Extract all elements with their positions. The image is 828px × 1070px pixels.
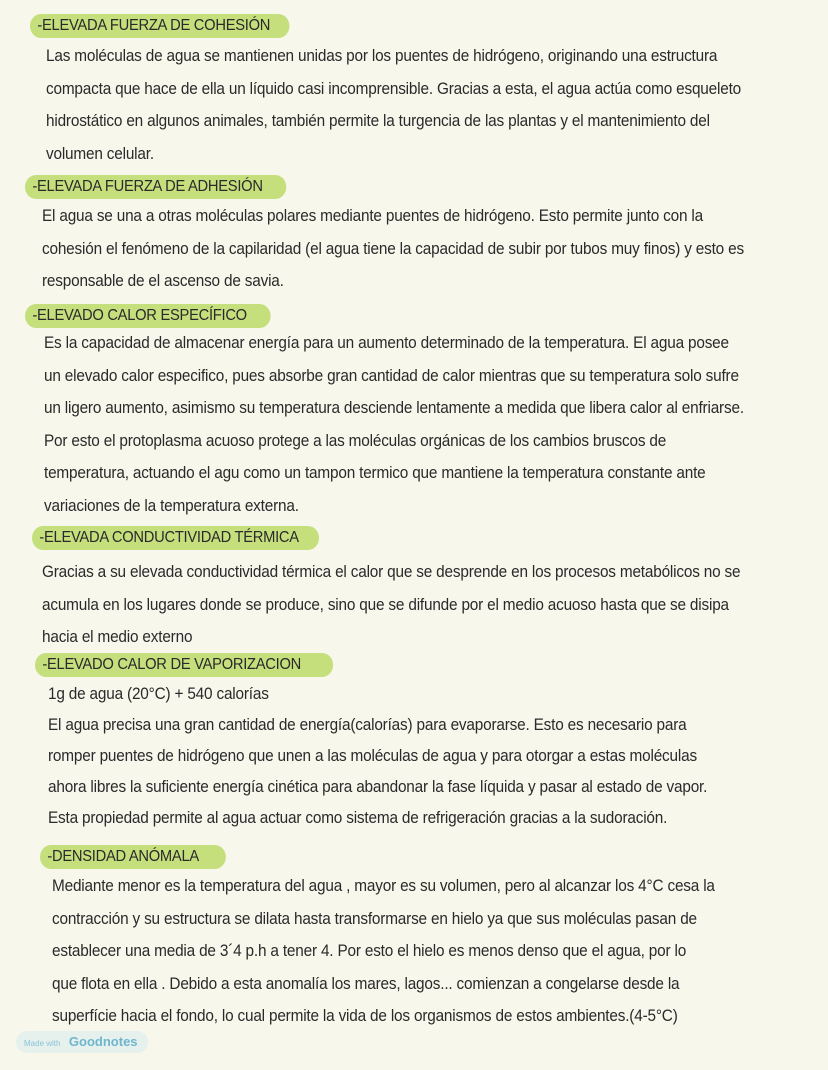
section-heading: -ELEVADO CALOR DE VAPORIZACION — [35, 653, 333, 677]
text-line: romper puentes de hidrógeno que unen a las moléculas de agua y para otorgar a estas moléculas — [48, 747, 697, 765]
text-line: Es la capacidad de almacenar energía para un aumento determinado de la temperatura. El agua posee — [44, 334, 729, 352]
formula-line: 1g de agua (20°C) + 540 calorías — [48, 685, 269, 703]
section-body — [52, 870, 765, 1033]
text-line: establecer una media de 3´4 p.h a tener 4. Por esto el hielo es menos denso que el agua, por lo — [52, 942, 687, 960]
section-heading: -ELEVADA CONDUCTIVIDAD TÉRMICA — [32, 526, 319, 550]
text-line: Esta propiedad permite al agua actuar como sistema de refrigeración gracias a la sudoración. — [48, 809, 668, 827]
text-line: acumula en los lugares donde se produce, sino que se difunde por el medio acuoso hasta que se disipa — [42, 595, 729, 614]
text-line: hacia el medio externo — [42, 628, 193, 646]
text-line: compacta que hace de ella un líquido casi incomprensible. Gracias a esta, el agua actúa como esqueleto — [46, 79, 742, 98]
text-line: Gracias a su elevada conductividad térmica el calor que se desprende en los procesos metabólicos no se — [42, 563, 741, 581]
section-heading: -ELEVADO CALOR ESPECÍFICO — [25, 304, 271, 328]
text-line: hidrostático en algunos animales, también permite la turgencia de las plantas y el mantenimiento del — [46, 112, 710, 130]
text-line: cohesión el fenómeno de la capilaridad (el agua tiene la capacidad de subir por tubos muy finos) y esto es — [42, 239, 744, 258]
section-body — [48, 679, 757, 834]
text-line: Por esto el protoplasma acuoso protege a las moléculas orgánicas de los cambios bruscos de — [44, 431, 667, 450]
text-line: que flota en ella . Debido a esta anomalía los mares, lagos... comienzan a congelarse desde la — [52, 974, 680, 993]
section-body — [42, 556, 793, 654]
text-line: volumen celular. — [46, 144, 154, 163]
section-heading: -ELEVADA FUERZA DE ADHESIÓN — [25, 175, 286, 199]
badge-brand: Goodnotes — [68, 1034, 138, 1049]
section-heading: -DENSIDAD ANÓMALA — [40, 845, 226, 869]
text-line: El agua precisa una gran cantidad de energía(calorías) para evaporarse. Esto es necesario para — [48, 716, 687, 734]
text-line: contracción y su estructura se dilata hasta transformarse en hielo ya que sus moléculas pasan de — [52, 909, 697, 928]
section-body — [44, 327, 797, 522]
badge-prefix: Made with — [24, 1039, 61, 1048]
section-heading: -ELEVADA FUERZA DE COHESIÓN — [30, 14, 289, 38]
text-line: un ligero aumento, asimismo su temperatura desciende lentamente a medida que libera calor al enfriarse. — [44, 399, 744, 417]
text-line: El agua se una a otras moléculas polares mediante puentes de hidrógeno. Esto permite junto con la — [42, 207, 703, 225]
section-body — [46, 40, 793, 170]
text-line: un elevado calor especifico, pues absorbe gran cantidad de calor mientras que su temperatura solo sufre — [44, 366, 739, 385]
text-line: ahora libres la suficiente energía cinética para abandonar la fase líquida y pasar al estado de vapor. — [48, 778, 708, 796]
section-body — [42, 200, 797, 298]
text-line: Las moléculas de agua se mantienen unidas por los puentes de hidrógeno, originando una estructura — [46, 47, 718, 65]
text-line: temperatura, actuando el agu como un tampon termico que mantiene la temperatura constante ante — [44, 464, 706, 482]
text-line: Mediante menor es la temperatura del agua , mayor es su volumen, pero al alcanzar los 4°C cesa la — [52, 877, 715, 895]
text-line: variaciones de la temperatura externa. — [44, 496, 299, 515]
text-line: superfície hacia el fondo, lo cual permite la vida de los organismos de estos ambientes.(4-5°C) — [52, 1007, 678, 1025]
made-with-goodnotes-badge — [16, 1031, 148, 1053]
text-line: responsable de el ascenso de savia. — [42, 272, 284, 290]
